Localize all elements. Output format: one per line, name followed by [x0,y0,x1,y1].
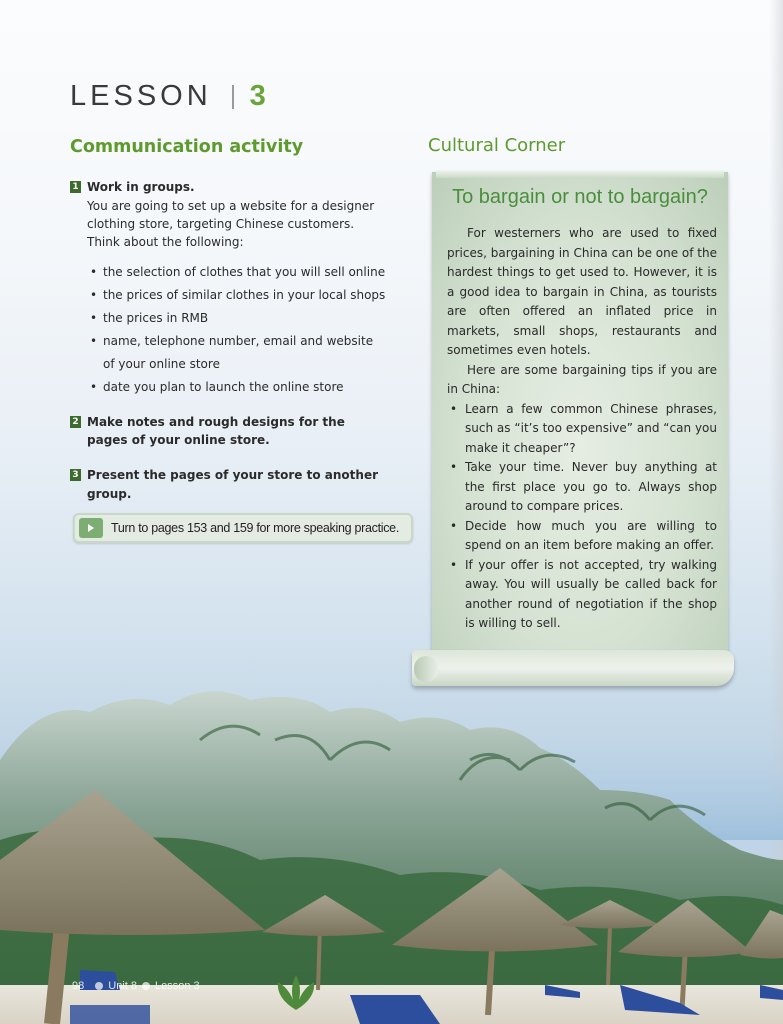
page-footer [72,980,200,992]
communication-activity-title: Communication activity [70,137,304,157]
list-item: • name, telephone number, email and website [87,330,390,353]
list-item: • the prices of similar clothes in your local shops [87,284,390,307]
task-bullet-list-end [87,376,390,399]
paragraph: Here are some bargaining tips if you are in China: [447,362,717,396]
lesson-label: LESSON [70,80,212,112]
task-number-badge: 3 [70,469,81,481]
task-2 [70,413,390,449]
task-bullet-list [87,261,390,353]
separator-dot-icon [142,982,150,990]
list-item: • Learn a few common Chinese phrases, such as “it’s too expensive” and “can you make it cheaper”? [447,400,717,459]
list-item: • Take your time. Never buy anything at the first place you go to. Always shop around to compare prices. [447,458,717,517]
task-body: You are going to set up a website for a designer clothing store, targeting Chinese customers. Think about the following: [87,199,375,249]
scroll-top-edge [436,170,724,178]
lesson-number: 3 [249,80,266,112]
list-item: • date you plan to launch the online store [87,376,390,399]
speaking-practice-label: Turn to pages 153 and 159 for more speaking practice. [111,521,399,535]
task-number-badge: 1 [70,181,81,193]
cultural-corner-title: Cultural Corner [428,135,566,156]
scroll-curl [414,656,438,682]
separator-dot-icon [95,982,103,990]
task-number-badge: 2 [70,416,81,428]
bargaining-tips-list [447,400,717,634]
task-3 [70,466,390,504]
communication-activity-section [70,178,390,504]
task-heading: Make notes and rough designs for the pages of your online store. [87,415,345,447]
speaking-practice-button[interactable] [73,513,413,543]
scroll-title: To bargain or not to bargain? [452,186,708,208]
task-1 [70,178,390,399]
cultural-corner-text [447,224,717,634]
scroll-bottom-roll [412,650,734,686]
list-item-continuation: of your online store [103,357,220,371]
paragraph: For westerners who are used to fixed prices, bargaining in China can be one of the hardest things to get used to. However, it is a good idea to bargain in China, as tourists are often offered an inflated price in markets, small shops, restaurants and sometimes even hotels. [447,226,717,357]
list-item: • the selection of clothes that you will sell online [87,261,390,284]
lesson-header [70,80,266,113]
list-item: • Decide how much you are willing to spend on an item before making an offer. [447,517,717,556]
page-number: 98 [72,980,85,992]
footer-unit: Unit 8 [108,980,137,992]
task-heading: Work in groups. [87,180,195,194]
task-heading: Present the pages of your store to another group. [87,468,379,501]
play-arrow-icon [79,518,103,538]
list-item: • the prices in RMB [87,307,390,330]
list-item: • If your offer is not accepted, try walking away. You will usually be called back for another round of negotiation if the shop is willing to sell. [447,556,717,634]
lesson-divider [232,85,234,109]
footer-lesson: Lesson 3 [155,980,200,992]
